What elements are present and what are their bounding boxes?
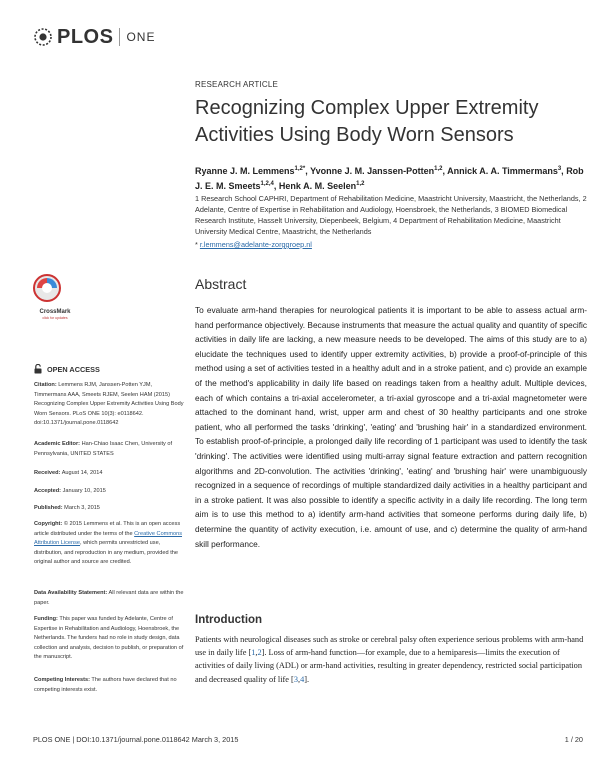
author[interactable]: Ryanne J. M. Lemmens$^{1,2*}$ xyxy=(195,166,306,176)
corresponding-email xyxy=(195,240,312,249)
open-lock-icon xyxy=(34,364,42,374)
author[interactable]: Annick A. A. Timmermans$^3$ xyxy=(447,166,562,176)
citation-block: Citation: Lemmens RJM, Janssen-Potten YJM, Timmermans AAA, Smeets RJEM, Seelen HAM (2015) Recognizing Complex Upper Extremity Activities Using Body Worn Sensors. PLoS ONE 10(3): e0118642. doi:10.1371/journal.pone.0118642 xyxy=(34,382,184,427)
data-availability: Data Availability Statement: All relevant data are within the paper. xyxy=(34,590,184,606)
plos-logo-icon xyxy=(33,27,53,47)
copyright-block: Copyright: © 2015 Lemmens et al. This is an open access article distributed under the terms of the Creative Commons Attribution License, which permits unrestricted use, distribution, and reproduction in any medium, provided the original author and source are credited. xyxy=(34,521,183,566)
accepted-date: Accepted: January 10, 2015 xyxy=(34,488,106,494)
published-date: Published: March 3, 2015 xyxy=(34,505,100,511)
received-date: Received: August 14, 2014 xyxy=(34,470,103,476)
crossmark-badge[interactable] xyxy=(33,274,77,320)
author-list: Ryanne J. M. Lemmens$^{1,2*}$, Yvonne J. M. Janssen-Potten$^{1,2}$, Annick A. A. Timmermans$^3$, Rob J. E. M. Smeets$^{1,2,4}$, Henk A. M. Seelen$^{1,2}$ xyxy=(195,166,584,191)
affiliations: 1 Research School CAPHRI, Department of Rehabilitation Medicine, Maastricht University, Maastricht, the Netherlands, 2 Adelante, Centre of Expertise in Rehabilitation and Audiology, Hoensbroek, the Netherlands, 3 BIOMED Biomedical Research Institute, Hasselt University, Diepenbeek, Belgium, 4 Department of Rehabilitation Medicine, Maastricht University Medical Centre, Maastricht, the Netherlands xyxy=(195,194,587,236)
open-access-label: OPEN ACCESS xyxy=(47,364,100,374)
crossmark-label: CrossMark xyxy=(39,309,71,315)
introduction-heading: Introduction xyxy=(195,614,263,626)
author[interactable]: Henk A. M. Seelen$^{1,2}$ xyxy=(278,181,365,191)
crossmark-icon xyxy=(33,274,61,302)
introduction-text: Patients with neurological diseases such as stroke or cerebral palsy often experience serious problems with arm-hand use in daily life [1,2]. Loss of arm-hand function—for example, due to a hemiparesis—limits the execution of activities of daily living (ADL) or arm-hand activities, resulting in greater dependency, restricted social participation and decreased quality of life [3,4]. xyxy=(195,635,584,684)
license-link[interactable]: Creative Commons Attribution License xyxy=(34,530,183,547)
editor-block: Academic Editor: Han-Chiao Isaac Chen, University of Pennsylvania, UNITED STATES xyxy=(34,441,173,457)
funding-block: Funding: This paper was funded by Adelante, Centre of Expertise in Rehabilitation and Audiology, Hoensbroek, the Netherlands. The funders had no role in study design, data collection and analysis, decision to publish, or preparation of the manuscript. xyxy=(34,616,184,661)
citation-ref[interactable]: 1 xyxy=(251,648,256,658)
crossmark-sub: click for updates xyxy=(42,316,68,320)
open-access-badge xyxy=(34,364,100,374)
page-number: 1 / 20 xyxy=(564,735,583,744)
page-footer xyxy=(33,735,583,744)
article-type: RESEARCH ARTICLE xyxy=(195,80,279,89)
logo-text: PLOS xyxy=(57,25,114,48)
competing-interests: Competing Interests: The authors have declared that no competing interests exist. xyxy=(34,677,177,693)
author[interactable]: Rob J. E. M. Smeets$^{1,2,4}$ xyxy=(195,166,584,191)
plos-one-logo xyxy=(33,25,155,49)
logo-divider xyxy=(119,28,120,46)
article-title: Recognizing Complex Upper Extremity Activities Using Body Worn Sensors xyxy=(195,97,539,146)
citation-ref[interactable]: 2 xyxy=(257,648,262,658)
author[interactable]: Yvonne J. M. Janssen-Potten$^{1,2}$ xyxy=(310,166,443,176)
abstract-heading: Abstract xyxy=(195,276,247,292)
journal-name: ONE xyxy=(126,30,156,44)
citation-ref[interactable]: 3 xyxy=(293,674,298,684)
abstract-text: To evaluate arm-hand therapies for neurological patients it is important to be able to assess actual arm-hand performance objectively. Because instruments that measure the actual quality and quantity of specific activities in daily life are lacking, a new measure needs to be developed. The aims of this study are to a) elucidate the techniques used to identify upper extremity activities, b) provide a proof-of-principle of this method using a set of activities tested in a healthy adult and in a stroke patient, and c) provide an example of the method's applicability in daily life based on readings taken from a healthy adult. Multiple devices, each of which contains a tri-axial accelerometer, a tri-axial gyroscope and a tri-axial magnetometer were attached to the dominant hand, wrist, upper arm and chest of 30 healthy participants and one stroke patient, who all performed the tasks 'drinking', 'eating' and 'brushing hair' in a standardized environment. To establish proof-of-principle, a prolonged daily life recording of 1 participant was used to identify the task 'drinking'. The activities were identified using multi-array signal feature extraction and pattern recognition algorithms and 2D-convolution. The activities 'drinking', 'eating' and 'brushing hair' were unambiguously recognized in a sequence of recordings of multiple standardized daily activities in a healthy participant and in a stroke patient. It was also possible to identify a specific activity in a daily life recording. The long term aim is to use this method to a) identify arm-hand activities that someone performs during daily life, b) determine the quantity of activity execution, i.e. amount of use, and c) determine the quality of arm-hand skill performance. xyxy=(195,305,587,549)
citation-ref[interactable]: 4 xyxy=(300,674,305,684)
footer-citation: PLOS ONE | DOI:10.1371/journal.pone.0118642 March 3, 2015 xyxy=(33,735,239,744)
email-marker: * xyxy=(195,240,198,249)
email-link[interactable]: r.lemmens@adelante-zorggroep.nl xyxy=(199,240,312,249)
